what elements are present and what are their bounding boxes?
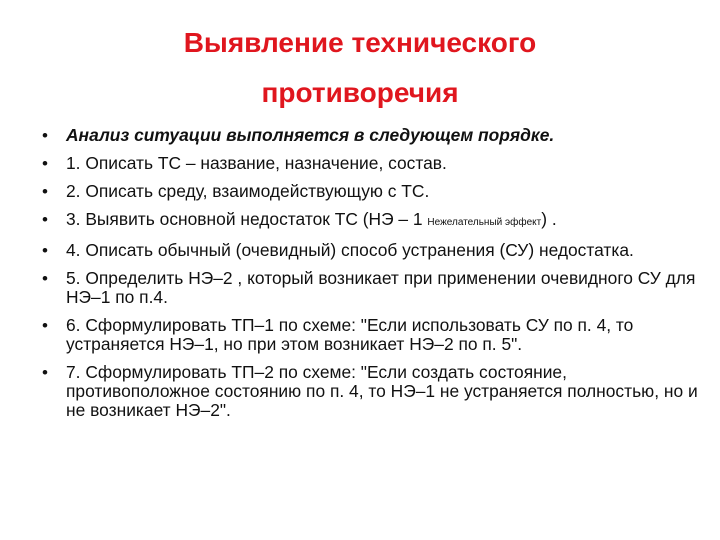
bullet-icon: • xyxy=(42,316,48,335)
title-line-1: Выявление технического xyxy=(183,27,537,58)
bullet-icon: • xyxy=(42,126,48,145)
bullet-icon: • xyxy=(42,182,48,201)
list-item-step-3 xyxy=(40,210,700,232)
bullet-icon: • xyxy=(42,269,48,288)
list-item-text: 1. Описать ТС – название, назначение, состав. xyxy=(66,153,447,173)
list-item-text xyxy=(66,209,557,229)
slide-title xyxy=(60,18,660,118)
bullet-icon: • xyxy=(42,154,48,173)
list-item-step-1 xyxy=(40,154,700,173)
bullet-icon: • xyxy=(42,363,48,382)
list-item-intro xyxy=(40,126,700,145)
list-item-text-end: ) . xyxy=(541,209,557,229)
list-item-step-6 xyxy=(40,316,700,354)
list-item-text: 6. Сформулировать ТП–1 по схеме: "Если использовать СУ по п. 4, то устраняется НЭ–1, но при этом возникает НЭ–2 по п. 5". xyxy=(66,315,634,354)
footnote-small-text: Нежелательный эффект xyxy=(427,217,542,228)
list-item-text: 2. Описать среду, взаимодействующую с ТС. xyxy=(66,181,430,201)
list-item-text: 5. Определить НЭ–2 , который возникает при применении очевидного СУ для НЭ–1 по п.4. xyxy=(66,268,696,307)
bullet-icon: • xyxy=(42,210,48,229)
bullet-list xyxy=(40,126,700,429)
list-item-text: 7. Сформулировать ТП–2 по схеме: "Если создать состояние, противоположное состоянию по п. 4, то НЭ–1 не устраняется полностью, но и не возникает НЭ–2". xyxy=(66,362,698,420)
list-item-text-main: 3. Выявить основной недостаток ТС (НЭ – 1 xyxy=(66,209,428,229)
list-item-step-2 xyxy=(40,182,700,201)
list-item-step-5 xyxy=(40,269,700,307)
list-item-text: Анализ ситуации выполняется в следующем порядке. xyxy=(66,125,555,145)
list-item-step-7 xyxy=(40,363,700,420)
list-item-text: 4. Описать обычный (очевидный) способ устранения (СУ) недостатка. xyxy=(66,240,634,260)
title-line-2: противоречия xyxy=(261,77,459,108)
bullet-icon: • xyxy=(42,241,48,260)
list-item-step-4 xyxy=(40,241,700,260)
